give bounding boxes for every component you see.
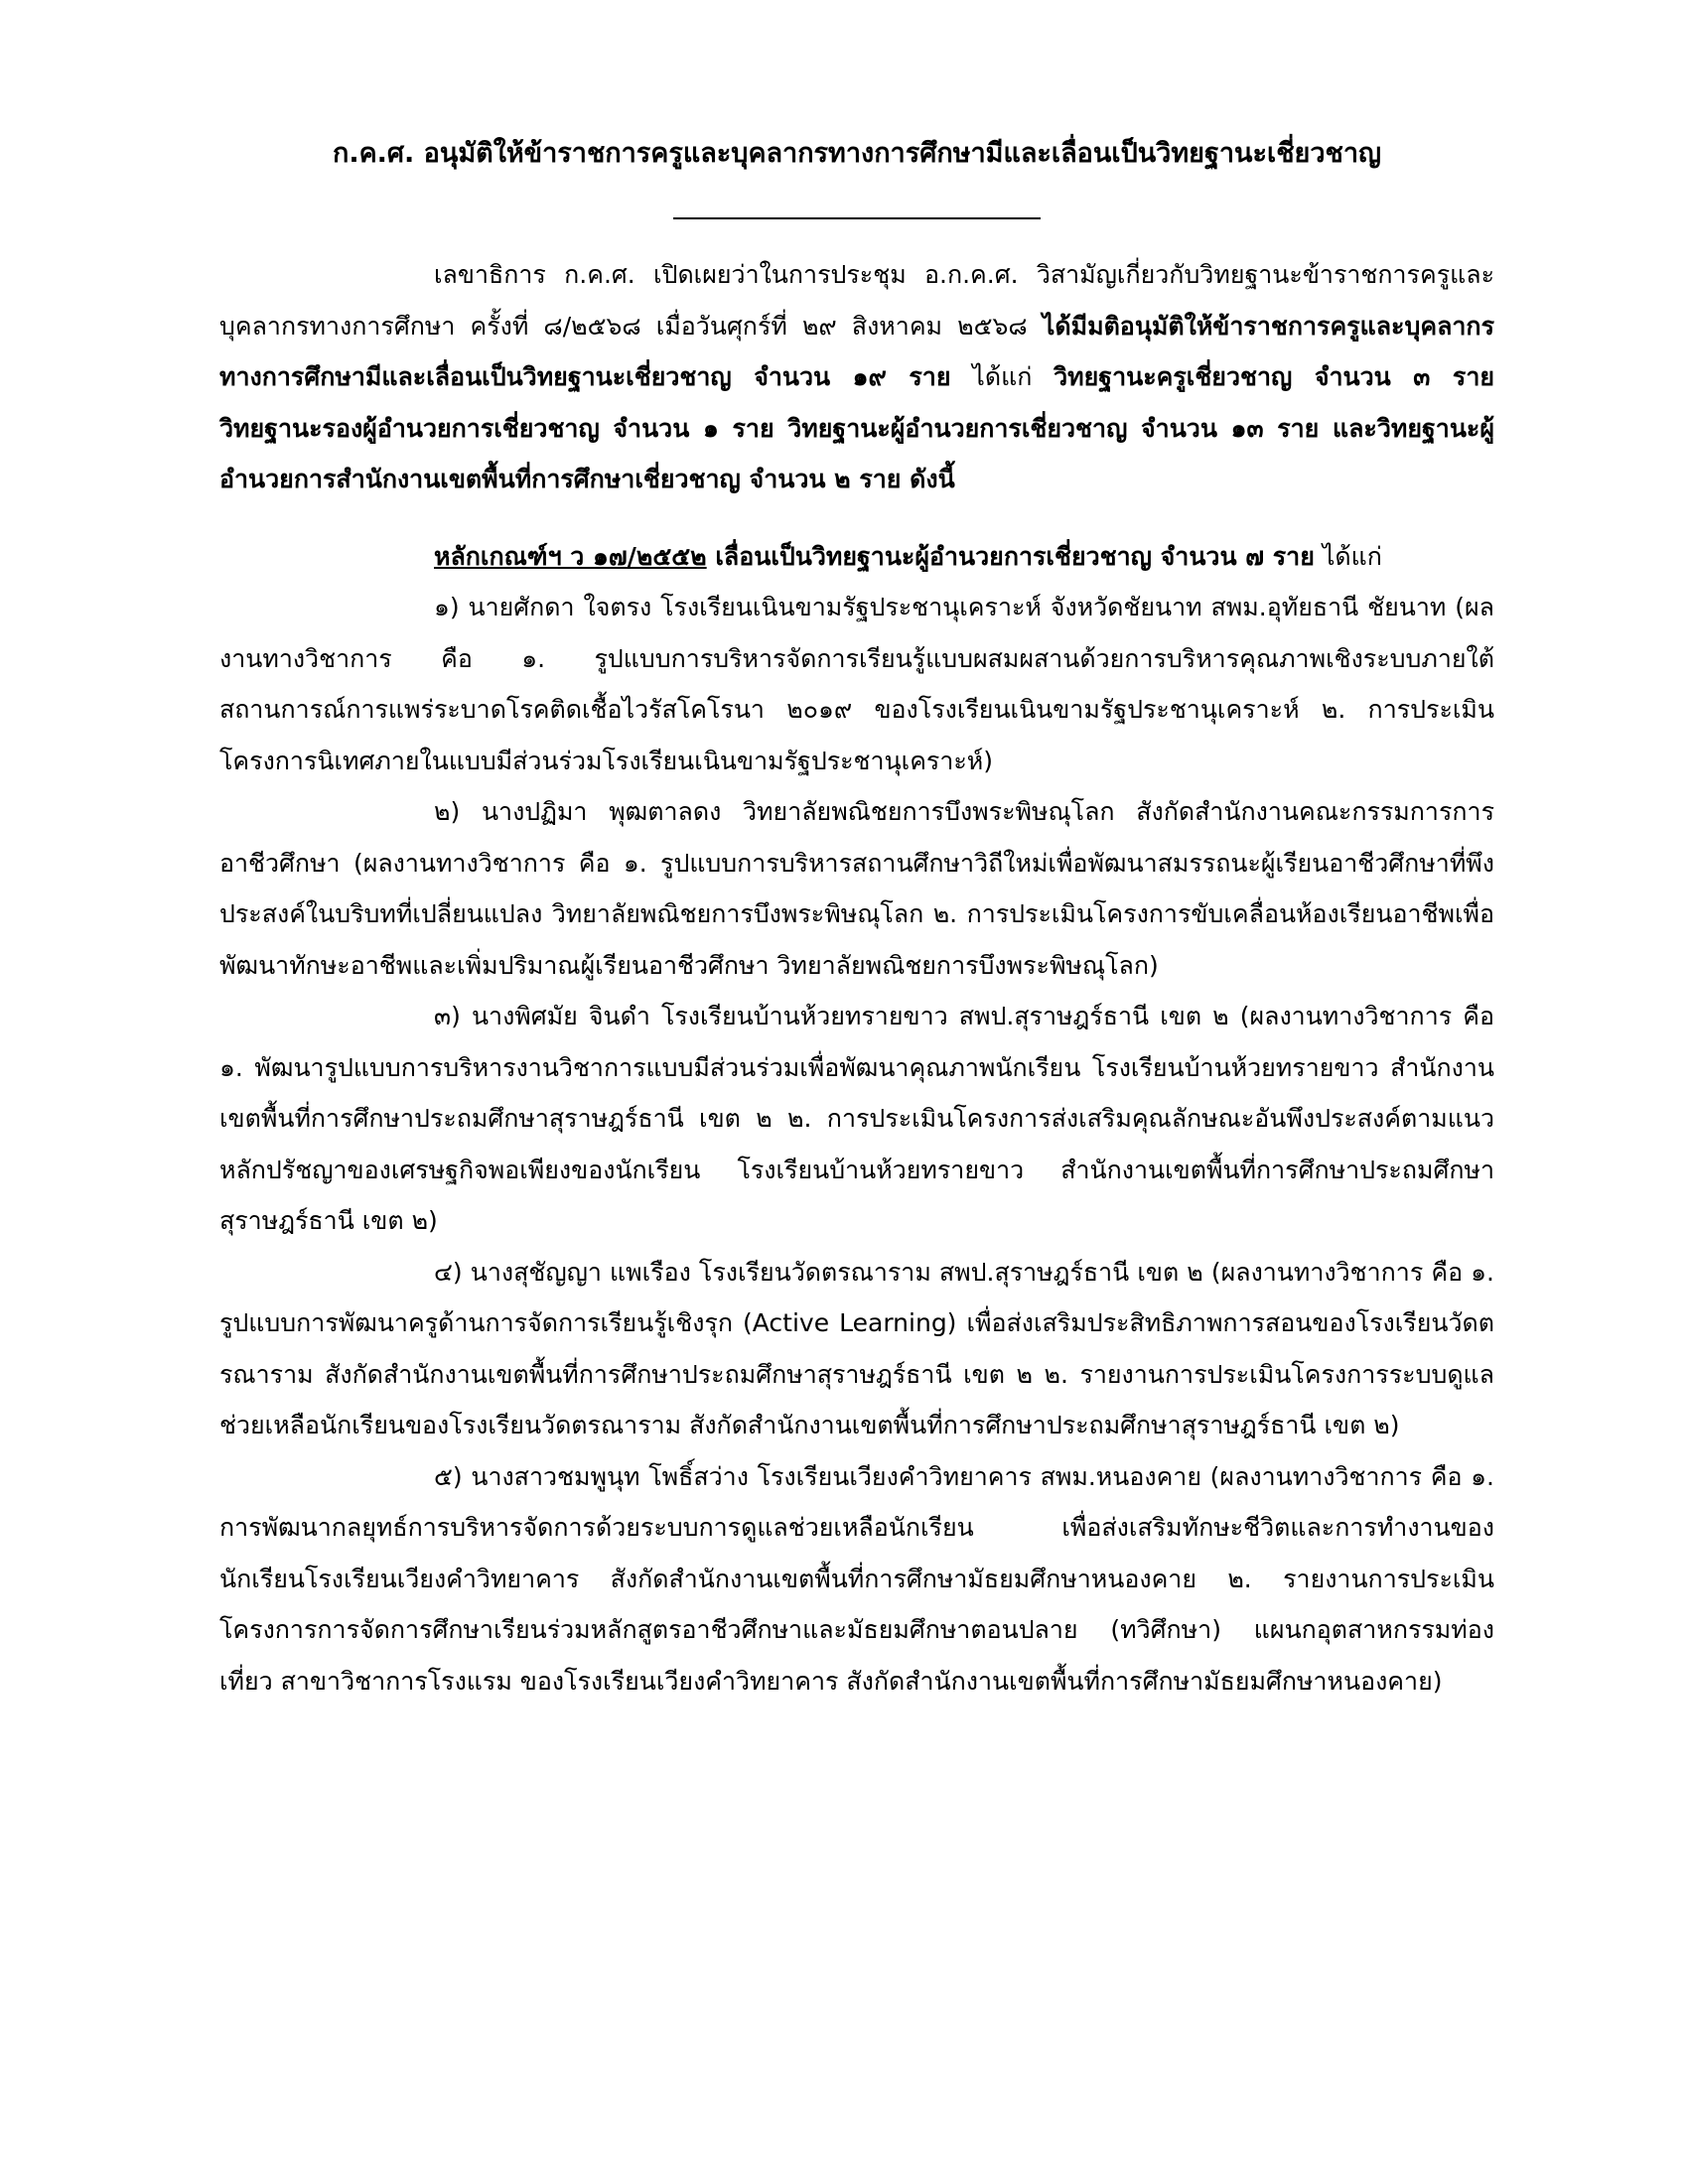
paragraph-gap: [219, 505, 1494, 531]
title-underline-divider: [673, 217, 1041, 219]
document-page: [219, 134, 1494, 1706]
list-item: ๓) นางพิศมัย จินดำ โรงเรียนบ้านห้วยทรายขาว สพป.สุราษฎร์ธานี เขต ๒ (ผลงานทางวิชาการ คือ ๑. พัฒนารูปแบบการบริหารงานวิชาการแบบมีส่วนร่วมเพื่อพัฒนาคุณภาพนักเรียน โรงเรียนบ้านห้วยทรายขาว สำนักงานเขตพื้นที่การศึกษาประถมศึกษาสุราษฎร์ธานี เขต ๒ ๒. การประเมินโครงการส่งเสริมคุณลักษณะอันพึงประสงค์ตามแนวหลักปรัชญาของเศรษฐกิจพอเพียงของนักเรียน โรงเรียนบ้านห้วยทรายขาว สำนักงานเขตพื้นที่การศึกษาประถมศึกษาสุราษฎร์ธานี เขต ๒): [219, 1002, 1494, 1235]
criteria-text: เลื่อนเป็นวิทยฐานะผู้อำนวยการเชี่ยวชาญ จำนวน ๗ ราย: [706, 541, 1315, 571]
criteria-label: หลักเกณฑ์ฯ ว ๑๗/๒๕๕๒: [434, 541, 707, 571]
list-item: ๒) นางปฏิมา พุฒตาลดง วิทยาลัยพณิชยการบึงพระพิษณุโลก สังกัดสำนักงานคณะกรรมการการอาชีวศึกษา (ผลงานทางวิชาการ คือ ๑. รูปแบบการบริหารสถานศึกษาวิถีใหม่เพื่อพัฒนาสมรรถนะผู้เรียนอาชีวศึกษาที่พึงประสงค์ในบริบทที่เปลี่ยนแปลง วิทยาลัยพณิชยการบึงพระพิษณุโลก ๒. การประเมินโครงการขับเคลื่อนห้องเรียนอาชีพเพื่อพัฒนาทักษะอาชีพและเพิ่มปริมาณผู้เรียนอาชีวศึกษา วิทยาลัยพณิชยการบึงพระพิษณุโลก): [219, 797, 1494, 980]
list-item: ๕) นางสาวชมพูนุท โพธิ์สว่าง โรงเรียนเวียงคำวิทยาคาร สพม.หนองคาย (ผลงานทางวิชาการ คือ ๑. การพัฒนากลยุทธ์การบริหารจัดการด้วยระบบการดูแลช่วยเหลือนักเรียน เพื่อส่งเสริมทักษะชีวิตและการทำงานของนักเรียนโรงเรียนเวียงคำวิทยาคาร สังกัดสำนักงานเขตพื้นที่การศึกษามัธยมศึกษาหนองคาย ๒. รายงานการประเมินโครงการการจัดการศึกษาเรียนร่วมหลักสูตรอาชีวศึกษาและมัธยมศึกษาตอนปลาย (ทวิศึกษา) แผนกอุตสาหกรรมท่องเที่ยว สาขาวิชาการโรงแรม ของโรงเรียนเวียงคำวิทยาคาร สังกัดสำนักงานเขตพื้นที่การศึกษามัธยมศึกษาหนองคาย): [219, 1461, 1494, 1696]
intro-text: เลขาธิการ ก.ค.ศ. เปิดเผยว่าในการประชุม อ.ก.ค.ศ. วิสามัญเกี่ยวกับวิทยฐานะข้าราชการครูและบุคลากรทางการศึกษา ครั้งที่ ๘/๒๕๖๘ เมื่อวันศุกร์ที่ ๒๙ สิงหาคม ๒๕๖๘: [219, 260, 1494, 341]
intro-paragraph: [219, 249, 1494, 505]
intro-breakdown-text: วิทยฐานะครูเชี่ยวชาญ จำนวน ๓ ราย วิทยฐานะรองผู้อำนวยการเชี่ยวชาญ จำนวน ๑ ราย วิทยฐานะผู้อำนวยการเชี่ยวชาญ จำนวน ๑๓ ราย และวิทยฐานะผู้อำนวยการสำนักงานเขตพื้นที่การศึกษาเชี่ยวชาญ จำนวน ๒ ราย ดังนี้: [219, 362, 1495, 493]
criteria-heading: [219, 531, 1494, 583]
document-title: ก.ค.ศ. อนุมัติให้ข้าราชการครูและบุคลากรทางการศึกษามีและเลื่อนเป็นวิทยฐานะเชี่ยวชาญ: [332, 138, 1382, 169]
intro-approval-text: ได้มีมติอนุมัติให้ข้าราชการครูและบุคลากรทางการศึกษามีและเลื่อนเป็นวิทยฐานะเชี่ยวชาญ จำนวน ๑๙ ราย: [219, 311, 1494, 391]
intro-connector-text: ได้แก่: [950, 362, 1055, 391]
criteria-suffix: ได้แก่: [1314, 541, 1382, 571]
list-item: ๔) นางสุชัญญา แพเรือง โรงเรียนวัดตรณาราม สพป.สุราษฎร์ธานี เขต ๒ (ผลงานทางวิชาการ คือ ๑. รูปแบบการพัฒนาครูด้านการจัดการเรียนรู้เชิงรุก (Active Learning) เพื่อส่งเสริมประสิทธิภาพการสอนของโรงเรียนวัดตรณาราม สังกัดสำนักงานเขตพื้นที่การศึกษาประถมศึกษาสุราษฎร์ธานี เขต ๒ ๒. รายงานการประเมินโครงการระบบดูแลช่วยเหลือนักเรียนของโรงเรียนวัดตรณาราม สังกัดสำนักงานเขตพื้นที่การศึกษาประถมศึกษาสุราษฎร์ธานี เขต ๒): [219, 1257, 1494, 1439]
list-item: ๑) นายศักดา ใจตรง โรงเรียนเนินขามรัฐประชานุเคราะห์ จังหวัดชัยนาท สพม.อุทัยธานี ชัยนาท (ผลงานทางวิชาการ คือ ๑. รูปแบบการบริหารจัดการเรียนรู้แบบผสมผสานด้วยการบริหารคุณภาพเชิงระบบภายใต้สถานการณ์การแพร่ระบาดโรคติดเชื้อไวรัสโคโรนา ๒๐๑๙ ของโรงเรียนเนินขามรัฐประชานุเคราะห์ ๒. การประเมินโครงการนิเทศภายในแบบมีส่วนร่วมโรงเรียนเนินขามรัฐประชานุเคราะห์): [219, 593, 1494, 775]
